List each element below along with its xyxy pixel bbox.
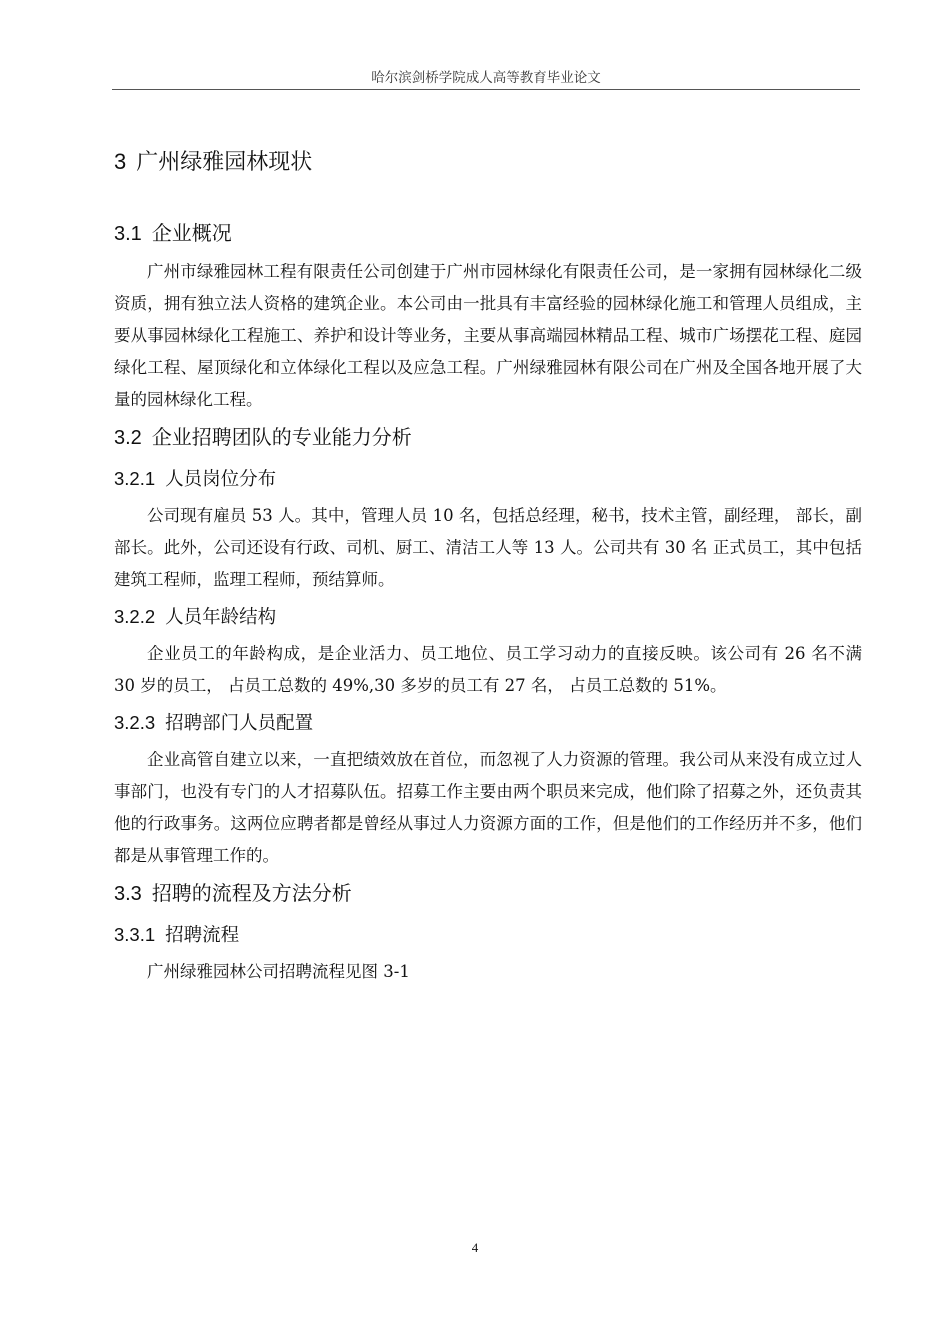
- subsection-title: 招聘流程: [165, 925, 240, 946]
- section-number: 3.2: [114, 427, 142, 449]
- subsection-heading-3-2-3: [114, 704, 862, 742]
- section-title: 企业招聘团队的专业能力分析: [151, 425, 412, 449]
- paragraph-3-1: 广州市绿雅园林工程有限责任公司创建于广州市园林绿化有限责任公司，是一家拥有园林绿化二级资质，拥有独立法人资格的建筑企业。本公司由一批具有丰富经验的园林绿化施工和管理人员组成，主要从事园林绿化工程施工、养护和设计等业务，主要从事高端园林精品工程、城市广场摆花工程、庭园绿化工程、屋顶绿化和立体绿化工程以及应急工程。广州绿雅园林有限公司在广州及全国各地开展了大量的园林绿化工程。: [114, 262, 862, 409]
- subsection-title: 人员岗位分布: [165, 469, 277, 490]
- section-title: 招聘的流程及方法分析: [151, 881, 352, 905]
- subsection-heading-3-2-1: [114, 460, 862, 498]
- subsection-heading-3-2-2: [114, 598, 862, 636]
- paragraph-3-3-1: 广州绿雅园林公司招聘流程见图 3-1: [147, 962, 410, 981]
- subsection-number: 3.3.1: [114, 924, 156, 945]
- section-title: 企业概况: [151, 221, 232, 245]
- subsection-number: 3.2.1: [114, 468, 156, 489]
- section-heading-3-2: [114, 418, 862, 456]
- subsection-title: 招聘部门人员配置: [165, 713, 314, 734]
- subsection-number: 3.2.3: [114, 712, 156, 733]
- section-heading-3-1: [114, 214, 862, 252]
- chapter-number: 3: [114, 149, 127, 174]
- subsection-title: 人员年龄结构: [165, 607, 277, 628]
- paragraph-3-2-3: 企业高管自建立以来，一直把绩效放在首位，而忽视了人力资源的管理。我公司从来没有成立过人事部门，也没有专门的人才招募队伍。招募工作主要由两个职员来完成，他们除了招募之外，还负责其他的行政事务。这两位应聘者都是曾经从事过人力资源方面的工作，但是他们的工作经历并不多，他们都是从事管理工作的。: [114, 750, 862, 865]
- section-number: 3.1: [114, 223, 142, 245]
- paragraph-3-2-1: 公司现有雇员 53 人。其中，管理人员 10 名，包括总经理，秘书，技术主管，副经理， 部长，副部长。此外，公司还设有行政、司机、厨工、清洁工人等 13 人。公司共有 30 名 正式员工，其中包括建筑工程师，监理工程师，预结算师。: [114, 506, 862, 589]
- chapter-title: 广州绿雅园林现状: [136, 150, 313, 175]
- header-rule: [112, 89, 860, 90]
- running-header: 哈尔滨剑桥学院成人高等教育毕业论文: [371, 70, 601, 86]
- chapter-heading: [114, 140, 862, 184]
- subsection-number: 3.2.2: [114, 606, 156, 627]
- page-number: 4: [471, 1240, 479, 1255]
- subsection-heading-3-3-1: [114, 916, 862, 954]
- paragraph-3-2-2: 企业员工的年龄构成，是企业活力、员工地位、员工学习动力的直接反映。该公司有 26 名不满 30 岁的员工， 占员工总数的 49%,30 多岁的员工有 27 名， 占员工总数的 51%。: [114, 644, 862, 695]
- page-content: [114, 140, 862, 990]
- section-number: 3.3: [114, 883, 142, 905]
- section-heading-3-3: [114, 874, 862, 912]
